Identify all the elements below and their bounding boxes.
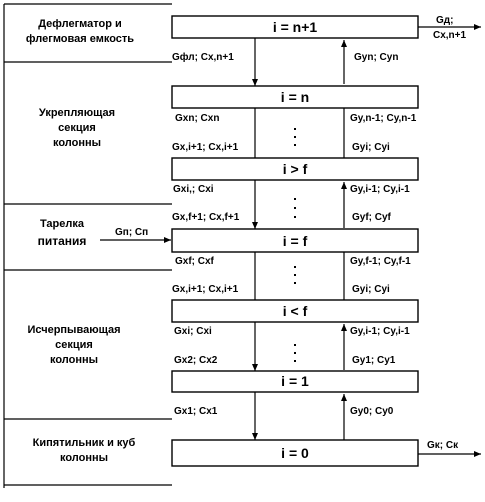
vapor-i-top-label: Gyi; Cyi bbox=[352, 142, 390, 153]
vapor-0-label: Gy0; Cy0 bbox=[350, 406, 394, 417]
liquid-i1-bot-label: Gx,i+1; Cx,i+1 bbox=[172, 284, 239, 295]
vapor-i-bot-label: Gyi; Cyi bbox=[352, 284, 390, 295]
section-stripping-line3: колонны bbox=[49, 354, 99, 366]
section-stripping-line1: Исчерпывающая bbox=[27, 324, 121, 336]
stage-box-one bbox=[172, 371, 418, 392]
vapor-f1-label: Gy,f-1; Cy,f-1 bbox=[350, 256, 411, 267]
liquid-i-bot-label: Gxi; Cxi bbox=[174, 326, 212, 337]
section-rectifying-line1: Укрепляющая bbox=[38, 107, 116, 119]
stage-box-feed bbox=[172, 229, 418, 252]
liquid-i-top-label: Gxi,; Cxi bbox=[173, 184, 214, 195]
liquid-f1-label: Gx,f+1; Cx,f+1 bbox=[172, 212, 240, 223]
section-rectifying-line3: колонны bbox=[52, 137, 102, 149]
section-reboiler-line1: Кипятильник и куб bbox=[32, 437, 136, 449]
stage-label-zero: i = 0 bbox=[281, 445, 309, 461]
section-condenser-line1: Дефлегматор и bbox=[38, 18, 122, 30]
stage-label-feed: i = f bbox=[282, 233, 308, 249]
bottoms-label: Gк; Cк bbox=[427, 440, 459, 451]
stage-label-above-feed: i > f bbox=[282, 161, 308, 177]
vapor-f-label: Gyf; Cyf bbox=[352, 212, 391, 223]
liquid-2-label: Gx2; Cx2 bbox=[174, 355, 218, 366]
feed-label: Gп; Сп bbox=[115, 227, 149, 238]
section-stripping-line2: секция bbox=[55, 339, 93, 351]
stage-box-below-feed bbox=[172, 300, 418, 322]
stage-box-above-feed bbox=[172, 158, 418, 180]
stage-label-top: i = n+1 bbox=[272, 19, 318, 35]
section-condenser-line2: флегмовая емкость bbox=[25, 33, 135, 45]
liquid-i1-top-label: Gx,i+1; Cx,i+1 bbox=[172, 142, 239, 153]
liquid-f-label: Gxf; Cxf bbox=[175, 256, 214, 267]
vapor-i1-bot-label: Gy,i-1; Cy,i-1 bbox=[350, 326, 410, 337]
section-feed-line1: Тарелка bbox=[39, 218, 85, 230]
section-reboiler-line2: колонны bbox=[59, 452, 109, 464]
distillate-label: Gд; bbox=[436, 15, 454, 26]
stage-box-top bbox=[172, 16, 418, 38]
section-panel bbox=[4, 4, 172, 488]
stage-label-one: i = 1 bbox=[281, 373, 309, 389]
stage-label-n: i = n bbox=[280, 89, 310, 105]
section-rectifying-line2: секция bbox=[58, 122, 96, 134]
stage-box-n bbox=[172, 86, 418, 108]
vapor-n1-label: Gy,n-1; Cy,n-1 bbox=[350, 113, 417, 124]
stage-label-below-feed: i < f bbox=[282, 303, 308, 319]
stage-box-zero bbox=[172, 440, 418, 466]
vapor-1-label: Gy1; Cy1 bbox=[352, 355, 396, 366]
liquid-1-label: Gx1; Cx1 bbox=[174, 406, 218, 417]
reflux-label: Gфл; Cx,n+1 bbox=[172, 52, 234, 63]
vapor-i1-top-label: Gy,i-1; Cy,i-1 bbox=[350, 184, 410, 195]
section-feed-line2: питания bbox=[37, 234, 87, 248]
distillate-comp-label: Cx,n+1 bbox=[433, 30, 467, 41]
liquid-n-label: Gxn; Cxn bbox=[175, 113, 220, 124]
vapor-n-label: Gyn; Cyn bbox=[354, 52, 399, 63]
